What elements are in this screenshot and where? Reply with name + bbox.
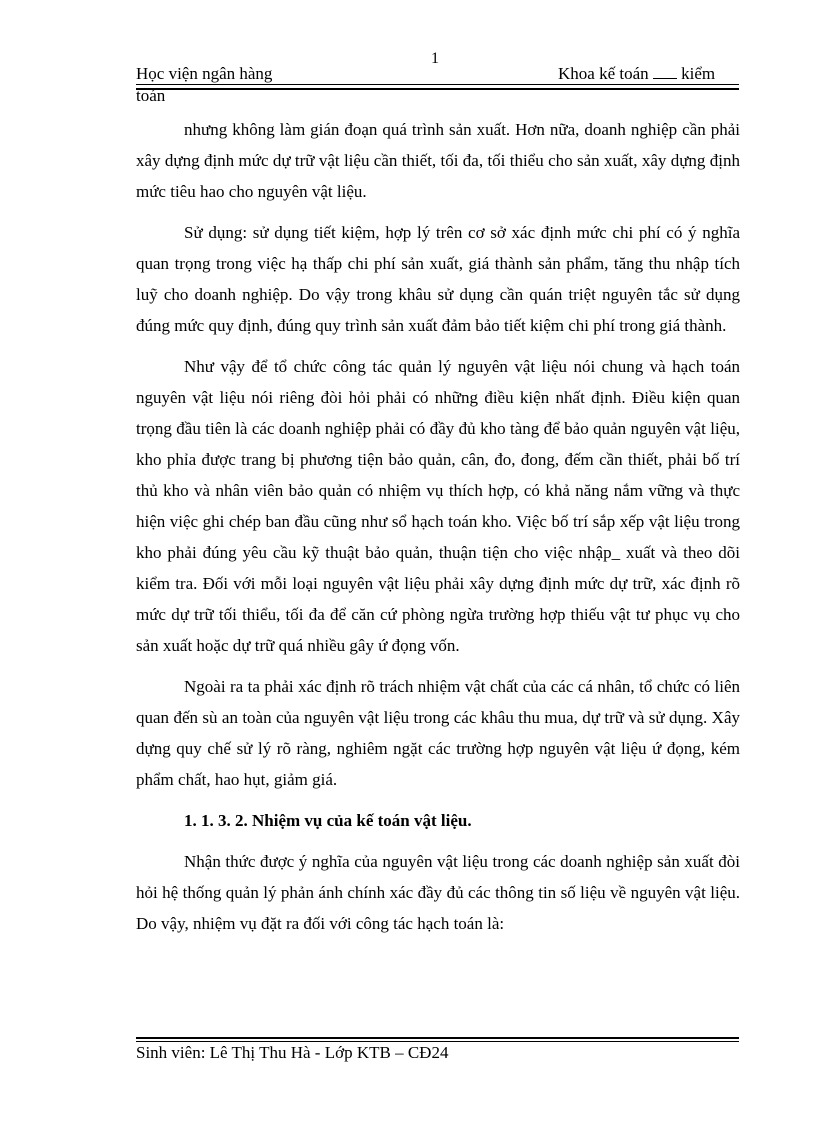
- paragraph-1: nhưng không làm gián đoạn quá trình sản xuất. Hơn nữa, doanh nghiệp cần phải xây dựng định mức dự trữ vật liệu cần thiết, tối đa, tối thiểu cho sản xuất, xây dựng định mức tiêu hao cho nguyên vật liệu.: [136, 120, 740, 201]
- paragraph-5: Nhận thức được ý nghĩa của nguyên vật liệu trong các doanh nghiệp sản xuất đòi hỏi hệ thống quản lý phản ánh chính xác đầy đủ các thông tin số liệu về nguyên vật liệu. Do vậy, nhiệm vụ đặt ra đối với công tác hạch toán là:: [136, 852, 740, 933]
- paragraph-3: Như vậy để tổ chức công tác quản lý nguyên vật liệu nói chung và hạch toán nguyên vật liệu nói riêng đòi hỏi phải có những điều kiện nhất định. Điều kiện quan trọng đầu tiên là các doanh nghiệp phải có đầy đủ kho tàng để bảo quản nguyên vật liệu, kho phỉa được trang bị phương tiện bảo quản, cân, đo, đong, đếm cần thiết, phải bố trí thủ kho và nhân viên bảo quản có nhiệm vụ thích hợp, có khả năng nắm vững và thực hiện việc ghi chép ban đầu cũng như sổ hạch toán kho. Việc bố trí sắp xếp vật liệu trong kho phải đúng yêu cầu kỹ thuật bảo quản, thuận tiện cho việc nhập_ xuất và theo dõi kiểm tra. Đối với mỗi loại nguyên vật liệu phải xây dựng định mức dự trữ, xác định rõ mức dự trữ tối thiểu, tối đa để căn cứ phòng ngừa trường hợp thiếu vật tư phục vụ cho sản xuất hoặc dự trữ quá nhiều gây ứ đọng vốn.: [136, 357, 740, 655]
- header-faculty-tail: kiểm: [676, 64, 716, 83]
- header-faculty-wrap: toán: [136, 86, 166, 105]
- header-faculty: [558, 64, 715, 84]
- header-faculty-name: Khoa kế toán: [558, 64, 653, 83]
- paragraph-4: Ngoài ra ta phải xác định rõ trách nhiệm vật chất của các cá nhân, tổ chức có liên quan đến sù an toàn của nguyên vật liệu trong các khâu thu mua, dự trữ và sử dụng. Xây dựng quy chế sử lý rõ ràng, nghiêm ngặt các trường hợp nguyên vật liệu ứ đọng, kém phẩm chất, hao hụt, giảm giá.: [136, 677, 740, 789]
- footer-rule-thin: [136, 1041, 739, 1042]
- document-body: [136, 114, 740, 949]
- header-rule-thick: [136, 88, 739, 90]
- page-number: 1: [431, 50, 439, 67]
- header-rule-thin: [136, 84, 739, 85]
- footer-student: Sinh viên: Lê Thị Thu Hà - Lớp KTB – CĐ24: [136, 1043, 449, 1062]
- footer-rule-thick: [136, 1037, 739, 1039]
- section-heading: 1. 1. 3. 2. Nhiệm vụ của kế toán vật liệu.: [184, 811, 472, 830]
- header-underscore: [653, 64, 677, 79]
- header-institution: Học viện ngân hàng: [136, 64, 273, 83]
- paragraph-2: Sử dụng: sử dụng tiết kiệm, hợp lý trên cơ sở xác định mức chi phí có ý nghĩa quan trọng trong việc hạ thấp chi phí sản xuất, giá thành sản phẩm, tăng thu nhập tích luỹ cho doanh nghiệp. Do vậy trong khâu sử dụng cần quán triệt nguyên tắc sử dụng đúng mức quy định, đúng quy trình sản xuất đảm bảo tiết kiệm chi phí trong giá thành.: [136, 223, 740, 335]
